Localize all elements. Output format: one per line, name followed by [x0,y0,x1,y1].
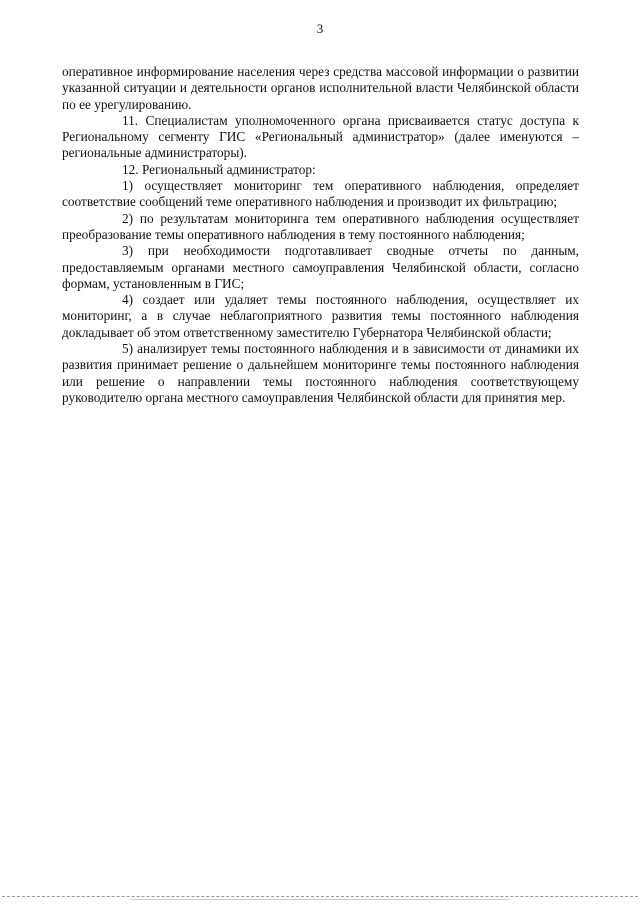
paragraph-item-12: 12. Региональный администратор: [122,161,316,177]
footer-divider [2,896,638,897]
paragraph-subitem-4: 4) создает или удаляет темы постоянного наблюдения, осуществляет их мониторинг, а в случае неблагоприятного развития темы постоянного наблюдения докладывает об этом ответственному заместителю Губернатора Челябинской области; [62,292,579,340]
paragraph-subitem-1: 1) осуществляет мониторинг тем оперативного наблюдения, определяет соответствие сообщений теме оперативного наблюдения и производит их фильтрацию; [62,178,579,210]
footer-divider-secondary [130,899,510,900]
paragraph-subitem-5: 5) анализирует темы постоянного наблюдения и в зависимости от динамики их развития принимает решение о дальнейшем мониторинге темы постоянного наблюдения или решение о направлении темы постоянного наблюдения соответствующему руководителю органа местного самоуправления Челябинской области для принятия мер. [62,341,579,405]
paragraph-subitem-2: 2) по результатам мониторинга тем оперативного наблюдения осуществляет преобразование темы оперативного наблюдения в тему постоянного наблюдения; [62,210,579,242]
paragraph-item-11: 11. Специалистам уполномоченного органа присваивается статус доступа к Региональному сегменту ГИС «Региональный администратор» (далее именуются – региональные администраторы). [62,112,579,161]
paragraph-subitem-3: 3) при необходимости подготавливает сводные отчеты по данным, предоставляемым органами местного самоуправления Челябинской области, согласно формам, установленным в ГИС; [62,243,579,291]
document-body [62,64,579,406]
page-number: 3 [316,21,324,36]
paragraph-continuation: оперативное информирование населения через средства массовой информации о развитии указанной ситуации и деятельности органов исполнительной власти Челябинской области по ее урегулированию. [62,64,579,112]
